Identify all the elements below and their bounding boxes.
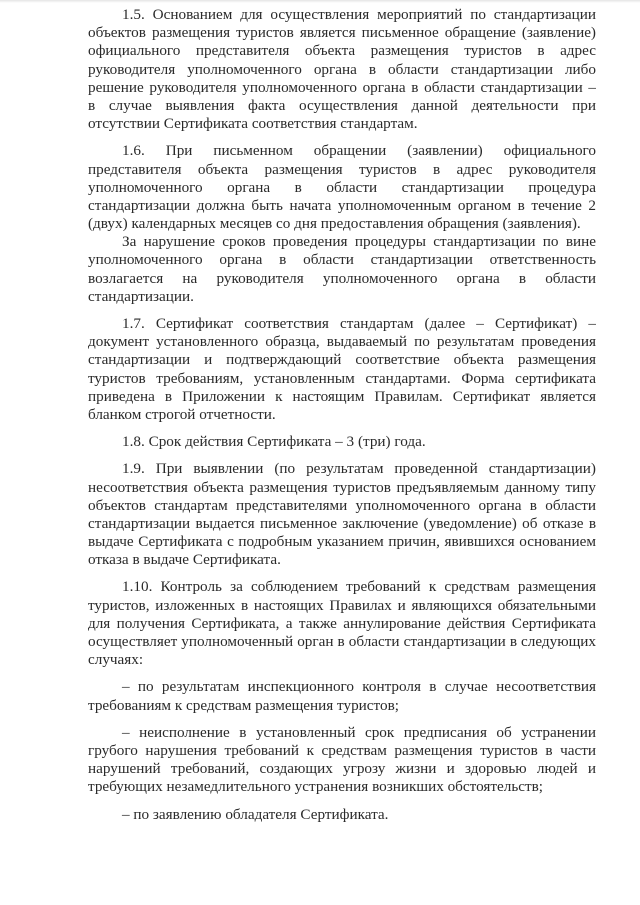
text-line: осуществляет уполномоченный орган в области стандартизации в следующих xyxy=(88,633,596,650)
text-line: уполномоченного органа в области стандартизации процедура xyxy=(88,178,596,196)
text-line: объектов размещения туристов является письменное обращение (заявление) xyxy=(88,24,596,42)
text-line: стандартизации должна быть начата уполномоченным органом в течение 2 xyxy=(88,196,596,214)
text-line: документ установленного образца, выдаваемый по результатам проведения xyxy=(88,333,596,351)
text-line: – по результатам инспекционного контроля в случае несоответствия xyxy=(122,678,596,696)
paragraph-case-inspection xyxy=(88,678,596,714)
scan-edge xyxy=(0,0,640,3)
text-line: требованиям к средствам размещения туристов; xyxy=(88,696,399,714)
paragraph-1-6 xyxy=(88,142,596,233)
text-line: туристов, изложенных в настоящих Правилах и являющихся обязательными xyxy=(88,596,596,614)
text-line: официального представителя объекта размещения туристов в адрес xyxy=(88,42,596,60)
paragraph-1-8 xyxy=(88,433,596,451)
text-line: требующих незамедлительного устранения возникших обстоятельств; xyxy=(88,778,544,796)
text-line: 1.10. Контроль за соблюдением требований к средствам размещения xyxy=(122,578,596,596)
text-line: нарушений требований, создающих угрозу жизни и здоровью людей и xyxy=(88,760,596,778)
text-line: представителя объекта размещения туристов в адрес руководителя xyxy=(88,160,596,178)
text-line: случаях: xyxy=(88,651,144,669)
text-line: несоответствия объекта размещения туристов предъявляемым данному типу xyxy=(88,478,596,496)
paragraph-1-5 xyxy=(88,6,596,133)
text-line: приведена в Приложении к настоящим Правилам. Сертификат является xyxy=(88,387,596,405)
text-line: уполномоченного органа в области стандартизации ответственность xyxy=(88,251,596,269)
text-line: 1.9. При выявлении (по результатам проведенной стандартизации) xyxy=(122,460,596,478)
text-line: стандартизации выдается письменное заключение (уведомление) об отказе в xyxy=(88,514,596,532)
text-line: 1.7. Сертификат соответствия стандартам (далее – Сертификат) – xyxy=(122,315,596,332)
text-line: отсутствии Сертификата соответствия стандартам. xyxy=(88,115,418,133)
text-line: решение руководителя уполномоченного органа в области стандартизации – xyxy=(88,78,596,96)
paragraph-1-9 xyxy=(88,460,596,569)
text-line: (двух) календарных месяцев со дня предоставления обращения (заявления). xyxy=(88,215,581,233)
text-line: За нарушение сроков проведения процедуры стандартизации по вине xyxy=(122,233,596,251)
text-line: 1.6. При письменном обращении (заявлении) официального xyxy=(122,142,596,160)
text-line: отказа в выдаче Сертификата. xyxy=(88,551,281,569)
paragraph-case-holder-request xyxy=(88,806,596,824)
text-line: – неисполнение в установленный срок предписания об устранении xyxy=(122,723,596,741)
document-page xyxy=(88,6,596,824)
paragraph-case-non-compliance xyxy=(88,724,596,797)
text-line: руководителя уполномоченного органа в области стандартизации либо xyxy=(88,60,596,78)
text-line: – по заявлению обладателя Сертификата. xyxy=(122,805,389,823)
text-line: бланком строгой отчетности. xyxy=(88,405,276,423)
paragraph-1-10 xyxy=(88,578,596,669)
text-line: выдаче Сертификата с подробным указанием причин, явившихся основанием xyxy=(88,533,596,551)
paragraph-1-6-responsibility xyxy=(88,233,596,306)
text-line: стандартизации и подтверждающий соответствие объекта размещения xyxy=(88,351,596,369)
paragraph-1-7 xyxy=(88,315,596,424)
text-line: объектов стандартам представителями уполномоченного органа в области xyxy=(88,496,596,514)
text-line: туристов требованиям, установленным стандартами. Форма сертификата xyxy=(88,369,596,387)
text-line: грубого нарушения требований к средствам размещения туристов в части xyxy=(88,741,596,759)
text-line: для получения Сертификата, а также аннулирование действия Сертификата xyxy=(88,614,596,632)
text-line: в случае выявления факта осуществления данной деятельности при xyxy=(88,96,596,114)
text-line: 1.8. Срок действия Сертификата – 3 (три) года. xyxy=(122,433,426,451)
text-line: стандартизации. xyxy=(88,287,194,305)
text-line: 1.5. Основанием для осуществления мероприятий по стандартизации xyxy=(122,6,596,23)
text-line: возлагается на руководителя уполномоченного органа в области xyxy=(88,269,596,287)
